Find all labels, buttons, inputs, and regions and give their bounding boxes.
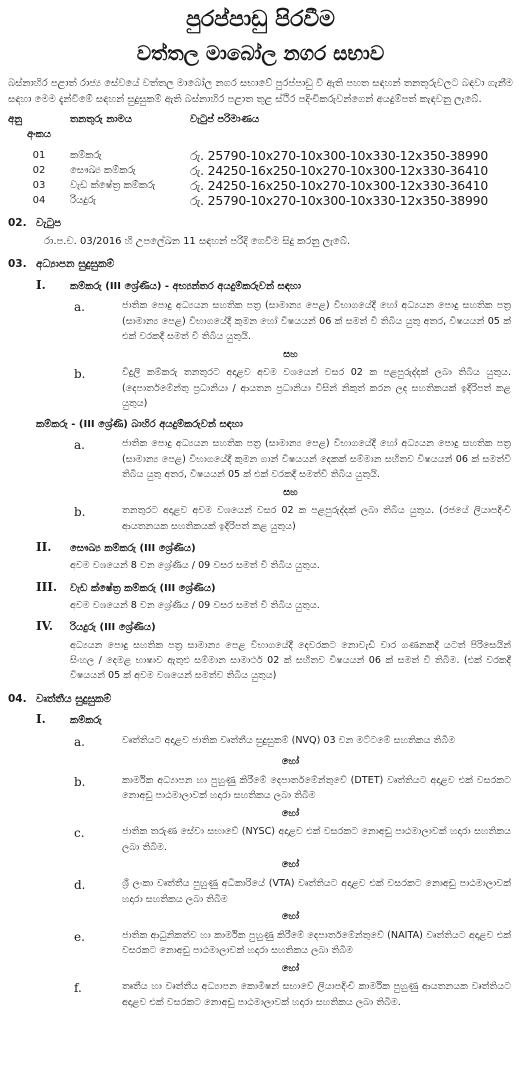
sec03-sub-III: III. වැඩ ක්ෂේත්‍ර කම්කරු (III ශ්‍රේණිය): [36, 579, 216, 594]
section-04-heading: 04. වෘත්තීය සුදුසුකම්: [8, 692, 112, 705]
list-item: c. ජාතික තරුණ සේවා සභාවේ (NYSC) අදාළව එක් වසරකට නොඅඩු පාඨමාලාවක් හදාරා සහතිකය ලබා තිබීම.: [74, 826, 511, 853]
col-header-number: අනු: [8, 114, 23, 125]
list-item: a. වෘත්තියට අදාළව ජාතික වෘත්තීය සුදුසුකම් (NVQ) 03 වන මට්ටමේ සහතිකය තිබීම: [74, 734, 456, 749]
col-header-number-line2: අංකය: [26, 129, 51, 140]
table-row: 03 වැඩ ක්ෂේත්‍ර කම්කරු රු. 24250-16x250-10x270-10x300-12x330-36410: [32, 178, 489, 193]
list-item: d. ශ්‍රී ලංකා වෘත්තීය පුහුණු අධිකාරියේ (VTA) වෘත්තියට අදාළව එක් වසරකට නොඅඩු පාඨමාලාවක් හදාරා සහතිකය ලබා තිබීම: [74, 878, 511, 905]
conjunction-or: හෝ: [281, 807, 300, 819]
col-header-salary: වැටුප් පරිමාණය: [190, 114, 260, 125]
list-item: b. කාර්මික අධ්‍යාපන හා පුහුණු කිරීමේ දෙපාර්තමේන්තුවේ (DTET) වෘත්තියට අදාළව එක් වසරකට නොඅඩු පාඨමාලාවක් හදාරා සහතිකය ලබා තිබීම: [74, 774, 511, 802]
posts-table-header: [8, 113, 513, 127]
intro-paragraph: බස්නාහිර පළාත් රාජ්‍ය සේවයේ වත්තල මාබෝල නගර සභාවේ පුරප්පාඩු වී ඇති පහත සඳහන් තනතුරුවලට බඳවා ගැනීම සඳහා මෙම දැන්වීමේ සඳහන් සුදුසුකම් ඇති බස්නාහිර පළාත තුළ ස්ථිර පදිංචිකරුවන්ගෙන් අයදුම්පත් කැඳවනු ලැබේ.: [8, 78, 513, 105]
list-item: e. ජාතික ආධුනිකත්ව හා කාර්මික පුහුණු කිරීමේ දෙපාර්තමේන්තුවේ (NAITA) වෘත්තියට අදාළව එක් වසරකට නොඅඩු පාඨමාලාවක් හදාරා සහතිකය ලබා තිබීම: [74, 929, 511, 957]
table-row: 02 සෞඛ්‍ය කම්කරු රු. 24250-16x250-10x270-10x300-12x330-36410: [32, 163, 489, 178]
sec03-external-heading: කම්කරු - (III ශ්‍රේණි) බාහිර අයදුම්කරුවන් සඳහා: [36, 418, 243, 430]
conjunction-or: හෝ: [281, 911, 300, 923]
sec04-sub-I: I. කම්කරු: [36, 712, 102, 727]
sec03-sub-II: II. සෞඛ්‍ය කම්කරු (III ශ්‍රේණිය): [36, 540, 196, 555]
list-item: b. තනතුරට අදාළව අවම වශයෙන් වසර 02 ක පළපුරුද්දක් ලබා තිබිය යුතුය. (රජයේ ලියාපදිංචි ආයතනයක සහතිකයක් ඉදිරිපත් කළ යුතුය): [74, 505, 511, 532]
list-item: a. ජාතික පොදු අධ්‍යයන සහතික පත්‍ර (සාමාන්‍ය පෙළ) විභාගයේදී හෝ අධ්‍යයන පොදු සහතික පත්‍ර (සාමාන්‍ය පෙළ) විභාගයේදී කුමන ගාන් විෂයයන් දෙකක් සම්මාන සහිතව විෂයයන් 06 ක් සමත්වී තිබිය යුතු අතර, විෂයයන් 05 ක් එක් වරකදී සමත්වී තිබිය යුතුයි.: [74, 437, 511, 481]
section-02-heading: 02. වැටුප: [8, 217, 62, 229]
table-row: 04 රියදුරු රු. 25790-10x270-10x300-10x330-12x350-38990: [32, 193, 489, 208]
sec03-II-text: අවම වශයෙන් 8 වන ශ්‍රේණිය / 09 වසර සමත් වී තිබිය යුතුය.: [70, 560, 320, 572]
col-header-post: තනතුරු නාමය: [70, 114, 132, 125]
sec03-IV-text: අධ්‍යයන පොදු සහතික පත්‍ර සාමාන්‍ය පෙළ විභාගයේදී දෙවරකට නොවැඩි වාර ගණනකදී යටත් පිරිසෙයින් සිංහල / දෙමළ භාෂාව ඇතුළු සම්මාන සාමාර්ථ 02 ක් සහිතව විෂයයන් 06 ක් සමත් වී තිබීම. (එක් වරකදී විෂයයන් 05 ක් අවම වශයෙන් සමත්ව තිබිය යුතුය): [70, 639, 511, 682]
doc-title: පුරප්පාඩු පිරවීම: [186, 7, 335, 32]
list-item: a. ජාතික පොදු අධ්‍යයන සහතික පත්‍ර (සාමාන්‍ය පෙළ) විභාගයේදී හෝ අධ්‍යයන පොදු සහතික පත්‍ර (සාමාන්‍ය පෙළ) විභාගයේදී කුමන හෝ විෂයයන් 06 ක් සමත් වී තිබිය යුතු අතර, විෂයයන් 05 ක් එක් වරකදී සමත් වී තිබිය යුතුයි.: [74, 300, 511, 343]
sec03-III-text: අවම වශයෙන් 8 වන ශ්‍රේණිය / 09 වසර සමත් වී තිබිය යුතුය.: [70, 599, 320, 611]
list-item: f. තෘතීය හා වෘත්තීය අධ්‍යාපන කොමිෂන් සභාවේ ලියාපදිංචි කාර්මික පුහුණු ආයතනයක වෘත්තියට අදාළව එක් වසරකට නොඅඩු පාඨමාලාවක් හදාරා සහතිකය ලබා තිබීම.: [74, 981, 511, 1008]
conjunction-or: හෝ: [281, 859, 300, 871]
section-02-text: රා.ප.ච. 03/2016 හි උපලේඛන 11 සඳහන් පරිදි ගෙවීම සිදු කරනු ලැබේ.: [44, 235, 351, 247]
sec03-sub-I: I. කම්කරු (III ශ්‍රේණිය) - අභ්‍යන්තර අයදුම්කරුවන් සඳහා: [36, 277, 302, 292]
sec03-sub-IV: IV. රියදුරු (III ශ්‍රේණිය): [36, 619, 156, 634]
posts-table: [8, 113, 513, 208]
doc-subtitle: වත්තල මාබෝල නගර සභාව: [136, 41, 385, 65]
conjunction-and: සහ: [283, 486, 298, 498]
conjunction-or: හෝ: [281, 962, 300, 974]
table-row: 01 කම්කරු රු. 25790-10x270-10x300-10x330-12x350-38990: [32, 148, 489, 163]
list-item: b. විදුලි කම්කරු තනතුරට අදාළව අවම වශයෙන් වසර 02 ක පළපුරුද්දක් ලබා තිබිය යුතුය. (දෙපාර්තමේන්තු ප්‍රධානියා / ආයතන ප්‍රධානියා විසින් නිකුත් කරන ලද සහතිකයක් ඉදිරිපත් කළ යුතුය): [74, 367, 511, 410]
section-03-heading: 03. අධ්‍යාපන සුදුසුකම්: [8, 257, 115, 270]
conjunction-and: සහ: [283, 348, 298, 360]
conjunction-or: හෝ: [281, 756, 300, 768]
